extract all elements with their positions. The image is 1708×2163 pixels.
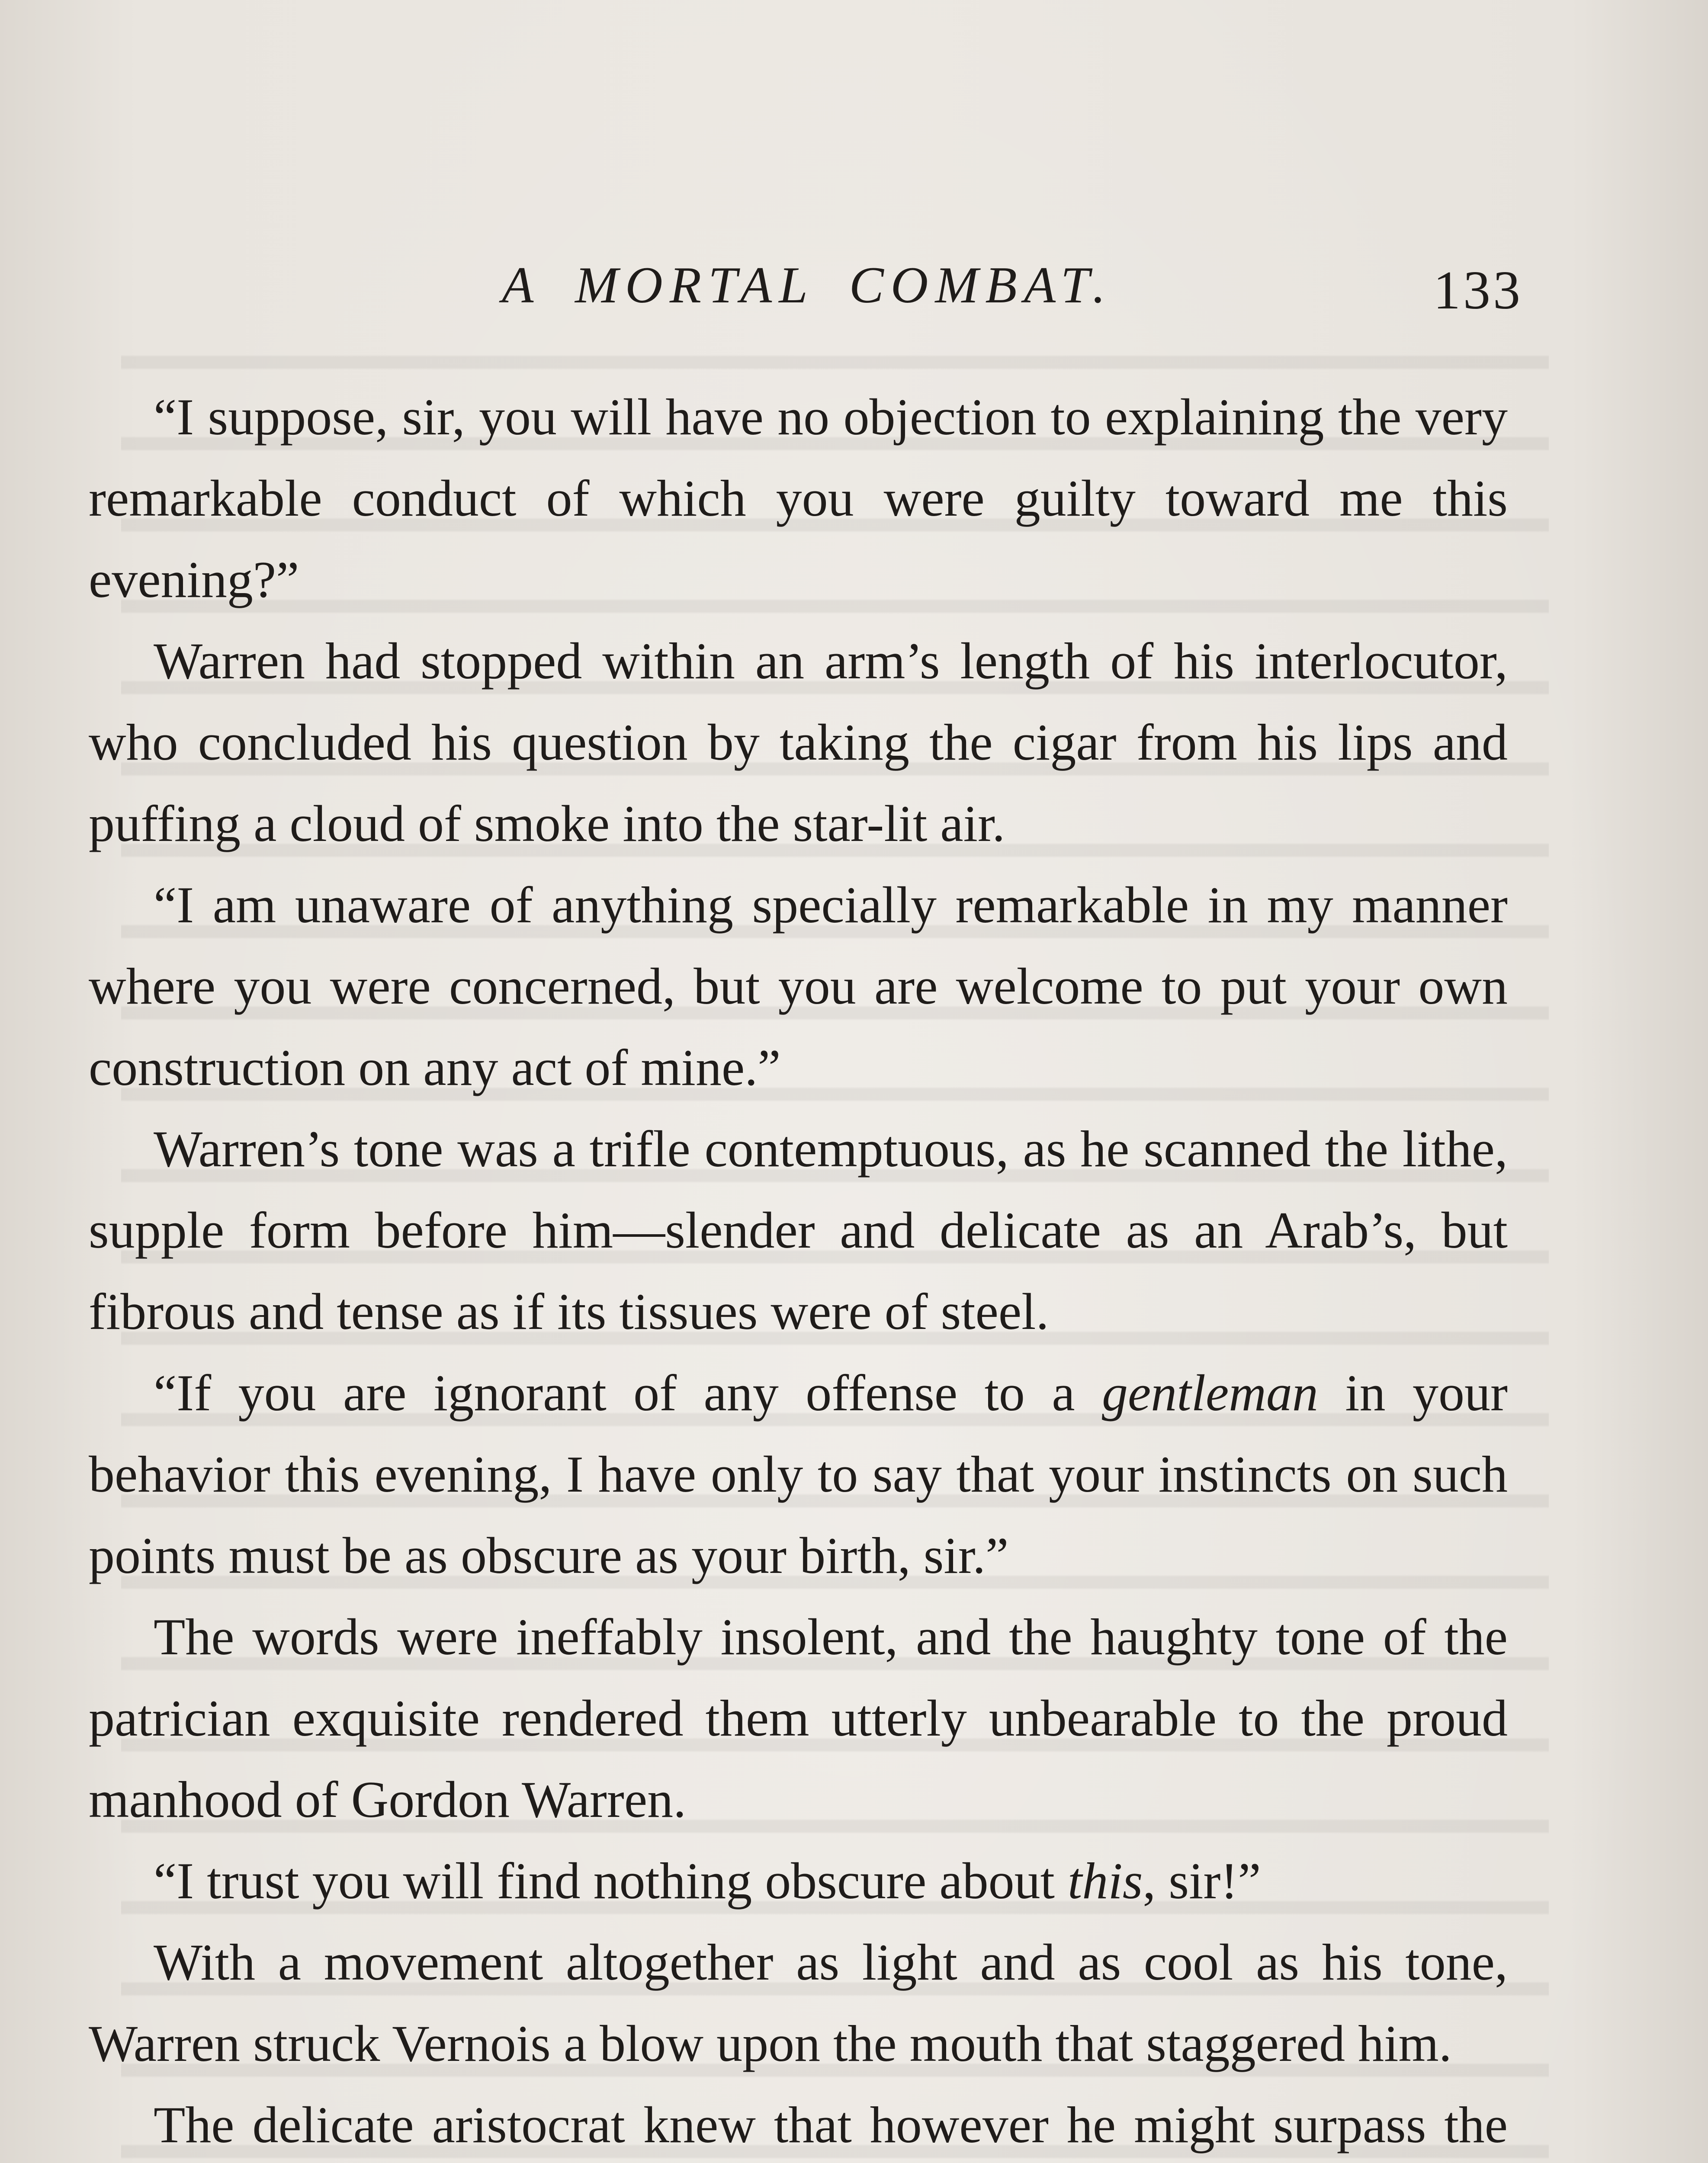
- running-title: A MORTAL COMBAT.: [502, 256, 1113, 314]
- page-header: [87, 255, 1523, 324]
- paragraph: “I suppose, sir, you will have no objection to explaining the very remarkable conduct of which you were guilty toward me this evening?”: [89, 388, 1508, 608]
- paragraph: The words were ineffably insolent, and the haughty tone of the patrician exquisite rendered them utterly unbearable to the proud manhood of Gordon Warren.: [89, 1608, 1508, 1828]
- paragraph: With a movement altogether as light and as cool as his tone, Warren struck Vernois a blow upon the mouth that staggered him.: [89, 1933, 1508, 2072]
- paragraph: Warren had stopped within an arm’s length of his interlocutor, who concluded his question by taking the cigar from his lips and puffing a cloud of smoke into the star-lit air.: [89, 632, 1508, 852]
- paragraph: “I am unaware of anything specially remarkable in my manner where you were concerned, but you are welcome to put your own construction on any act of mine.”: [89, 876, 1508, 1096]
- body-text: [89, 376, 1508, 2163]
- italic-word: gentleman: [1102, 1364, 1318, 1422]
- paragraph: “I trust you will find nothing obscure about this, sir!”: [154, 1852, 1261, 1909]
- paragraph: “If you are ignorant of any offense to a gentleman in your behavior this evening, I have only to say that your instincts on such points must be as obscure as your birth, sir.”: [89, 1364, 1508, 1584]
- italic-word: this: [1068, 1852, 1143, 1909]
- paragraph: Warren’s tone was a trifle contemptuous, as he scanned the lithe, supple form before him—slender and delicate as an Arab’s, but fibrous and tense as if its tissues were of steel.: [89, 1120, 1508, 1340]
- paragraph: The delicate aristocrat knew that however he might surpass the: [154, 2096, 1508, 2153]
- page-number: 133: [1433, 260, 1523, 321]
